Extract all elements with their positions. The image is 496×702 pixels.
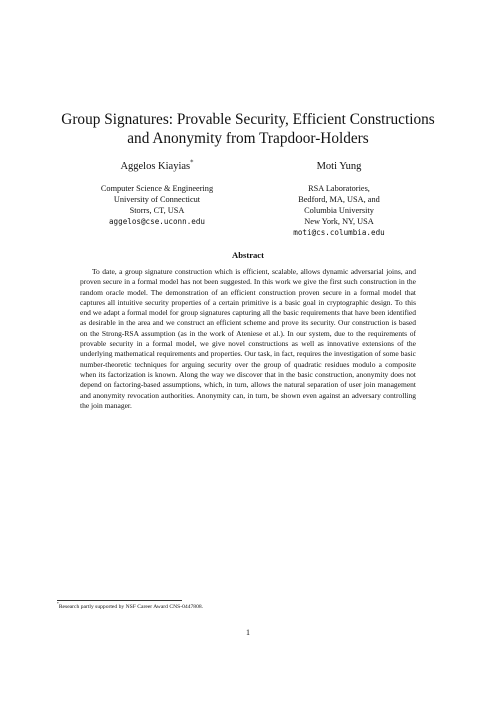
abstract-body: To date, a group signature construction which is efficient, scalable, allows dynamic adversarial joins, and proven secure in a formal model has not been suggested. In this work we give the first such construction in the random oracle model. The demonstration of an efficient construction proven secure in a formal model that captures all intuitive security properties of a certain primitive is a basic goal in cryptographic design. To this end we adapt a formal model for group signatures capturing all the basic requirements that have been identified as desirable in the area and we construct an efficient scheme and prove its security. Our construction is based on the Strong-RSA assumption (as in the work of Ateniese et al.). In our system, due to the requirements of provable security in a formal model, we give novel constructions as well as innovative extensions of the underlying mathematical requirements and properties. Our task, in fact, requires the investigation of some basic number-theoretic techniques for arguing security over the group of quadratic residues modulo a composite when its factorization is known. Along the way we discover that in the basic construction, anonymity does not depend on factoring-based assumptions, which, in turn, allows the natural separation of user join management and anonymity revocation authorities. Anonymity can, in turn, be shown even against an adversary controlling the join manager. [80,267,416,410]
title-line-1: Group Signatures: Provable Security, Efficient Constructions [61,111,435,128]
author-name: Moti Yung [316,161,362,172]
footnote-rule [57,600,182,601]
footnote-marker: * [57,602,59,607]
footnote [57,603,203,611]
affiliation-line: Bedford, MA, USA, and [298,195,380,204]
author-block-kiayias [72,160,242,227]
affiliation-line: RSA Laboratories, [308,184,370,193]
author-email: moti@cs.columbia.edu [293,228,385,237]
title-line-2: and Anonymity from Trapdoor-Holders [127,130,369,147]
abstract-heading: Abstract [232,250,264,260]
page-number: 1 [246,628,250,637]
footnote-marker: * [190,159,194,167]
affiliation-line: Columbia University [304,206,374,215]
affiliation-line: Storrs, CT, USA [129,206,185,215]
paper-title [40,110,456,148]
author-block-yung [254,160,424,238]
author-name: Aggelos Kiayias* [120,159,194,172]
affiliation-line: University of Connecticut [113,195,201,204]
affiliation-line: Computer Science & Engineering [100,184,214,193]
footnote-text: Research partly supported by NSF Career Award CNS-0447808. [58,604,204,610]
affiliation-line: New York, NY, USA [304,217,374,226]
author-email: aggelos@cse.uconn.edu [108,217,205,226]
